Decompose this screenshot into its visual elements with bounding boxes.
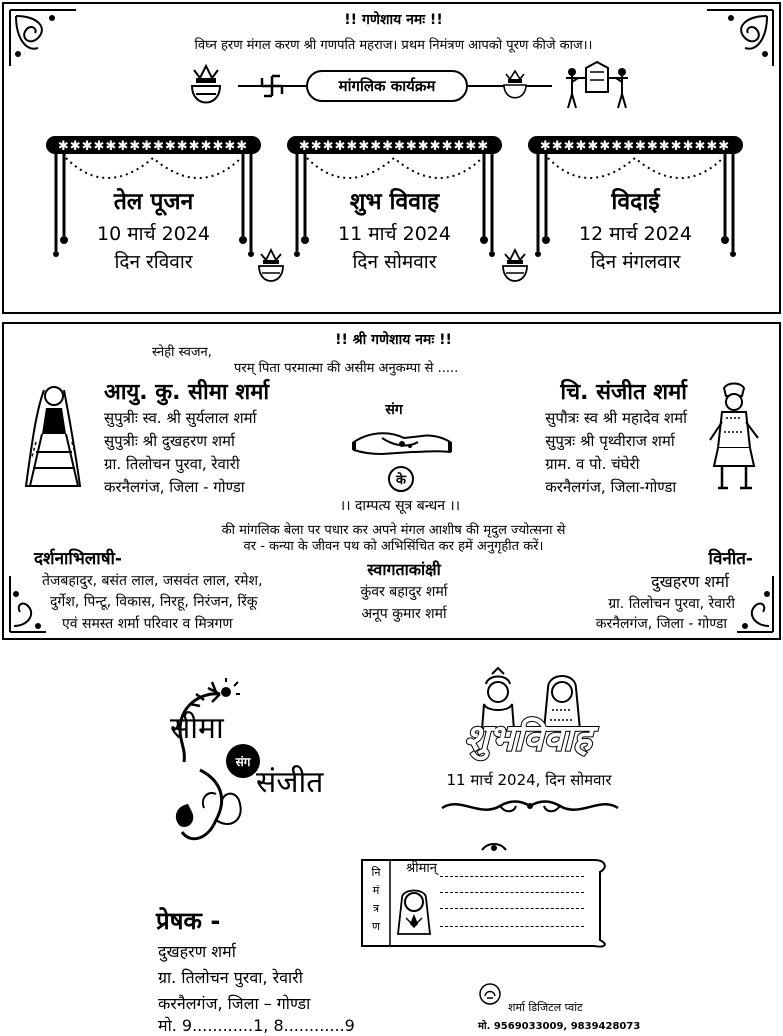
ganesh-invocation: !! गणेशाय नमः !!	[344, 12, 443, 28]
nimantran-letter: नि	[371, 866, 381, 879]
groom-line: ग्राम. व पो. चंघेरी	[545, 455, 640, 473]
cover-bride-name: सीमा	[170, 711, 224, 746]
address-line	[440, 876, 584, 877]
darshan-line: एवं समस्त शर्मा परिवार व मित्रगण	[62, 616, 233, 632]
corner-ornament-bottom-left-icon	[8, 574, 48, 634]
event-shubh-vivah	[287, 184, 502, 274]
nimantran-letter: ण	[372, 920, 380, 933]
bride-line: सुपुत्रीः स्व. श्री सुर्यलाल शर्मा	[104, 409, 257, 427]
address-line	[440, 908, 584, 909]
sang-badge	[226, 744, 260, 778]
sender-title: प्रेषक -	[156, 907, 221, 935]
sender-line: ग्रा. तिलोचन पुरवा, रेवारी	[158, 968, 303, 987]
nimantran-letter: मं	[372, 884, 380, 897]
swastika-icon	[260, 74, 284, 98]
groom-figure-icon	[706, 382, 762, 494]
groom-line: सुपुत्रः श्री पृथ्वीराज शर्मा	[545, 432, 675, 450]
groom-line: करनैलगंज, जिला-गोण्डा	[545, 478, 677, 496]
event-date: 11 मार्च 2024	[338, 223, 451, 245]
printer-name: शर्मा डिजिटल प्वांट	[508, 1001, 583, 1014]
program-panel	[2, 2, 781, 314]
shri-ganesh-invocation: !! श्री गणेशाय नमः !!	[335, 332, 452, 348]
bride-name: आयु. कु. सीमा शर्मा	[104, 380, 270, 405]
bandhan-text: ।। दाम्पत्य सूत्र बन्धन ।।	[339, 498, 461, 514]
bride-line: करनैलगंज, जिला - गोण्डा	[104, 478, 245, 496]
bride-figure-icon	[22, 382, 84, 494]
svg-text:✱✱✱✱✱✱✱✱✱✱✱✱✱✱✱✱: ✱✱✱✱✱✱✱✱✱✱✱✱✱✱✱✱	[57, 139, 249, 154]
corner-ornament-bottom-right-icon	[735, 574, 775, 634]
greeting: स्नेही स्वजन,	[152, 345, 212, 360]
groom-line: सुपौत्रः स्व श्री महादेव शर्मा	[545, 409, 687, 427]
bride-line: ग्रा. तिलोचन पुरवा, रेवारी	[104, 455, 240, 473]
address-line	[440, 892, 584, 893]
svg-text:✱✱✱✱✱✱✱✱✱✱✱✱✱✱✱✱: ✱✱✱✱✱✱✱✱✱✱✱✱✱✱✱✱	[298, 139, 490, 154]
vineet-line: करनैलगंज, जिला - गोण्डा	[595, 616, 727, 632]
kalash-icon	[498, 248, 532, 288]
invitation-panel	[2, 322, 781, 640]
darshan-block	[34, 546, 122, 569]
cover-date: 11 मार्च 2024, दिन सोमवार	[446, 771, 612, 789]
shriman-label: श्रीमान्	[406, 861, 437, 876]
shubh-vivah-title	[430, 712, 626, 761]
vineet-title: विनीत-	[708, 549, 753, 569]
cover-groom-name: संजीत	[256, 765, 324, 800]
swagat-title: स्वागताकांक्षी	[367, 560, 441, 579]
sang-badge-label: संग	[235, 754, 251, 769]
namaste-lady-icon	[392, 888, 436, 938]
message-line-1: की मांगलिक बेला पर पधार कर अपने मंगल आशीष की मृदुल ज्योत्सना से	[221, 523, 566, 538]
address-scroll	[360, 856, 610, 948]
swagat-block	[334, 558, 474, 623]
sender-line: मो. 9............1, 8............9	[158, 1016, 355, 1035]
program-title: मांगलिक कार्यक्रम	[306, 70, 468, 102]
bride-line: सुपुत्रीः श्री दुखहरण शर्मा	[104, 432, 235, 450]
darshan-line: दुर्गेश, पिन्टू, विकास, निरहू, निरंजन, रिंकू	[50, 594, 258, 610]
event-title: विदाई	[611, 189, 660, 215]
doli-palanquin-icon	[564, 60, 630, 110]
sender-line: करनैलगंज, जिला – गोण्डा	[158, 994, 311, 1013]
swagat-line: कुंवर बहादुर शर्मा	[360, 584, 448, 600]
shubh-vivah-text: शुभविवाह	[464, 717, 592, 759]
groom-block	[545, 376, 687, 497]
groom-name: चि. संजीत शर्मा	[560, 380, 687, 405]
sender-line: दुखहरण शर्मा	[158, 942, 236, 961]
nimantran-letter: त्र	[372, 902, 380, 915]
message-line-2: वर - कन्या के जीवन पथ को अभिसिंचित कर हमें अनुगृहीत करें।	[243, 539, 544, 554]
event-day: दिन सोमवार	[352, 251, 437, 273]
printer-logo-icon	[478, 982, 502, 1006]
printer-phone: मो. 9569033009, 9839428073	[478, 1021, 641, 1032]
darshan-line: तेजबहादुर, बसंत लाल, जसवंत लाल, रमेश,	[42, 573, 263, 589]
vineet-line: ग्रा. तिलोचन पुरवा, रेवारी	[608, 596, 735, 612]
event-title: शुभ विवाह	[349, 189, 440, 215]
swagat-line: अनूप कुमार शर्मा	[361, 606, 447, 622]
event-title: तेल पूजन	[113, 189, 194, 215]
sang-label: संग	[385, 402, 403, 418]
event-day: दिन रविवार	[114, 251, 193, 273]
event-date: 10 मार्च 2024	[97, 223, 210, 245]
event-date: 12 मार्च 2024	[579, 223, 692, 245]
ke-label: के	[396, 473, 406, 488]
event-vidai	[528, 184, 743, 274]
nimantran-vertical	[362, 864, 390, 936]
bride-block	[104, 376, 269, 497]
event-tel-pujan	[46, 184, 261, 274]
address-line	[440, 926, 584, 927]
ke-circle	[388, 466, 414, 492]
intro-text: परम् पिता परमात्मा की असीम अनुकम्पा से .....	[234, 361, 459, 376]
darshan-title: दर्शनाभिलाषी-	[34, 549, 122, 569]
kalash-icon	[254, 248, 288, 288]
joined-hands-icon	[352, 420, 452, 460]
scroll-divider-icon	[440, 794, 620, 818]
kalash-icon	[186, 64, 226, 110]
kalash-small-icon	[500, 70, 530, 102]
shloka-text: विघ्न हरण मंगल करण श्री गणपति महराज। प्रथम निमंत्रण आपको पूरण कीजे काज।।	[194, 38, 593, 53]
event-day: दिन मंगलवार	[590, 251, 681, 273]
program-banner	[238, 70, 552, 102]
vineet-line: दुखहरण शर्मा	[651, 572, 729, 591]
svg-text:✱✱✱✱✱✱✱✱✱✱✱✱✱✱✱✱: ✱✱✱✱✱✱✱✱✱✱✱✱✱✱✱✱	[539, 139, 731, 154]
